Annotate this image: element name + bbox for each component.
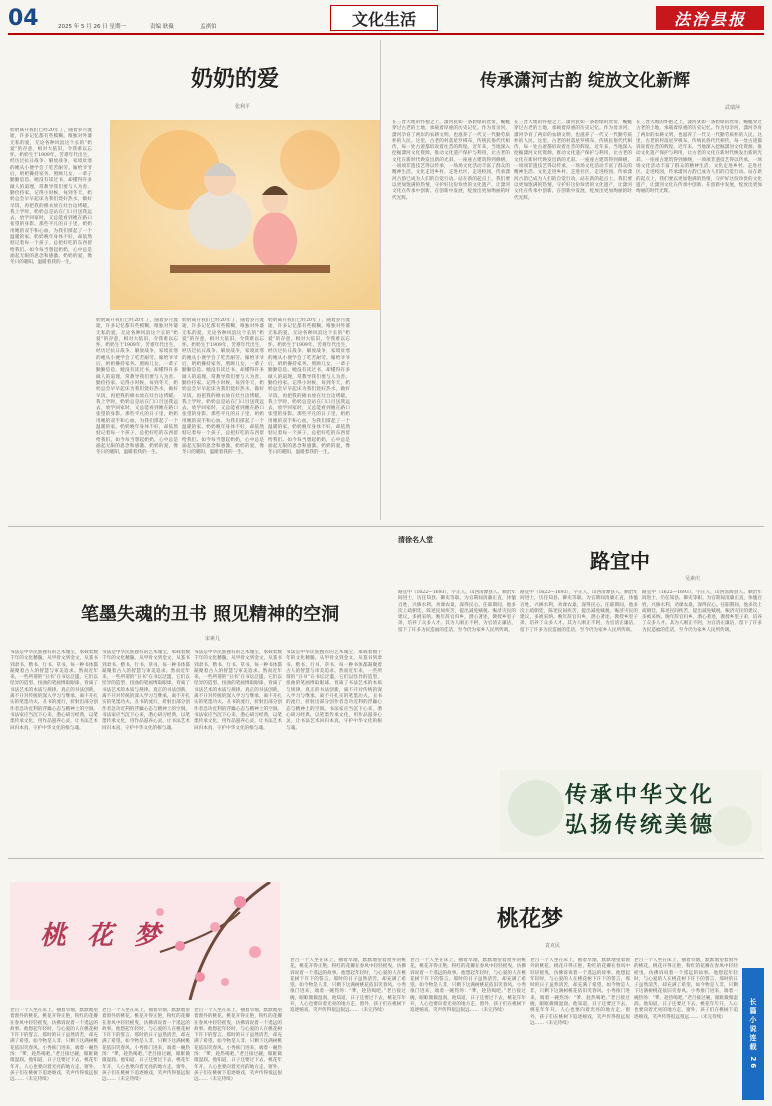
article3-body-col2: 书法是中华民族独有的艺术瑰宝，承载着数千年的文化精髓。从甲骨文到金文，从篆书到隶书、楷书、行书、草书，每一种书体都凝聚着古人的智慧与审美追求。然而近年来，一些所谓的“丑书”在书坛泛滥，它们以怪异的造型、扭曲的笔画博取眼球，背离了书法艺术的本质与规律。真正的书法创新，离不开对传统的深入学习与继承，离不开扎实的笔墨功夫。丑书的流行，折射出部分创作者急功近利的浮躁心态与精神上的空洞。书法家应当沉下心来，潜心研习经典，以笔墨传承文化，用作品滋养心灵，让书法艺术回归本真，守护中华文化的根与魂。 xyxy=(102,650,190,731)
article5-illustration-title: 桃 花 梦 xyxy=(40,921,167,951)
banner-line2: 弘扬传统美德 xyxy=(564,812,715,838)
article4-byline: 吴素庆 xyxy=(684,576,700,582)
article5-body-col4: 老吕一个人坐在床上，抽着旱烟，默默地望着窗外的桃花。桃花开得正艳，粉红的花瓣在春风中轻轻摇曳，仿佛诉说着一个遥远的故事。他想起年轻时，与心爱的人在桃花树下许下的誓言，那时的日子虽然清苦，却充满了希望。如今物是人非，只剩下这满树桃花依旧笑春风。小秀推门进来，端着一碗热汤：“爹，趁热喝吧。”老吕接过碗，眼眶微微湿润。他知道，日子还要过下去，桃花年年开，人心也要向着光亮的地方走。窗外，孩子们在桃树下追逐嬉戏，笑声传得很远很远……（未完待续） xyxy=(290,958,406,1014)
article5-body-col1: 老吕一个人坐在床上，抽着旱烟，默默地望着窗外的桃花。桃花开得正艳，粉红的花瓣在春风中轻轻摇曳，仿佛诉说着一个遥远的故事。他想起年轻时，与心爱的人在桃花树下许下的誓言，那时的日子虽然清苦，却充满了希望。如今物是人非，只剩下这满树桃花依旧笑春风。小秀推门进来，端着一碗热汤：“爹，趁热喝吧。”老吕接过碗，眼眶微微湿润。他知道，日子还要过下去，桃花年年开，人心也要向着光亮的地方走。窗外，孩子们在桃树下追逐嬉戏，笑声传得很远很远……（未完待续） xyxy=(10,1008,98,1083)
article3-body-col1: 书法是中华民族独有的艺术瑰宝，承载着数千年的文化精髓。从甲骨文到金文，从篆书到隶书、楷书、行书、草书，每一种书体都凝聚着古人的智慧与审美追求。然而近年来，一些所谓的“丑书”在书坛泛滥，它们以怪异的造型、扭曲的笔画博取眼球，背离了书法艺术的本质与规律。真正的书法创新，离不开对传统的深入学习与继承，离不开扎实的笔墨功夫。丑书的流行，折射出部分创作者急功近利的浮躁心态与精神上的空洞。书法家应当沉下心来，潜心研习经典，以笔墨传承文化，用作品滋养心灵，让书法艺术回归本真，守护中华文化的根与魂。 xyxy=(10,650,98,731)
article5-body-col3: 老吕一个人坐在床上，抽着旱烟，默默地望着窗外的桃花。桃花开得正艳，粉红的花瓣在春风中轻轻摇曳，仿佛诉说着一个遥远的故事。他想起年轻时，与心爱的人在桃花树下许下的誓言，那时的日子虽然清苦，却充满了希望。如今物是人非，只剩下这满树桃花依旧笑春风。小秀推门进来，端着一碗热汤：“爹，趁热喝吧。”老吕接过碗，眼眶微微湿润。他知道，日子还要过下去，桃花年年开，人心也要向着光亮的地方走。窗外，孩子们在桃树下追逐嬉戏，笑声传得很远很远……（未完待续） xyxy=(194,1008,282,1083)
article5-body-col6: 老吕一个人坐在床上，抽着旱烟，默默地望着窗外的桃花。桃花开得正艳，粉红的花瓣在春风中轻轻摇曳，仿佛诉说着一个遥远的故事。他想起年轻时，与心爱的人在桃花树下许下的誓言，那时的日子虽然清苦，却充满了希望。如今物是人非，只剩下这满树桃花依旧笑春风。小秀推门进来，端着一碗热汤：“爹，趁热喝吧。”老吕接过碗，眼眶微微湿润。他知道，日子还要过下去，桃花年年开，人心也要向着光亮的地方走。窗外，孩子们在桃树下追逐嬉戏，笑声传得很远很远……（未完待续） xyxy=(530,958,630,1026)
article3-body-col4: 书法是中华民族独有的艺术瑰宝，承载着数千年的文化精髓。从甲骨文到金文，从篆书到隶书、楷书、行书、草书，每一种书体都凝聚着古人的智慧与审美追求。然而近年来，一些所谓的“丑书”在书坛泛滥，它们以怪异的造型、扭曲的笔画博取眼球，背离了书法艺术的本质与规律。真正的书法创新，离不开对传统的深入学习与继承，离不开扎实的笔墨功夫。丑书的流行，折射出部分创作者急功近利的浮躁心态与精神上的空洞。书法家应当沉下心来，潜心研习经典，以笔墨传承文化，用作品滋养心灵，让书法艺术回归本真，守护中华文化的根与魂。 xyxy=(286,650,382,731)
issue-date: 2025 年 5 月 26 日 星期一 xyxy=(58,24,126,30)
section-rule xyxy=(8,526,764,527)
editor-credit: 责编 耿薇 xyxy=(150,24,174,30)
section-rule xyxy=(8,858,764,859)
article1-body-col4: 奶奶离开我们已经20年了，随着岁月流逝，许多记忆都有些模糊，唯独对外婆无私的爱，无论各种风浪这个长的“奶爱”的存意，相对大依旧，令我难以忘怀。奶奶生于1909年，苦难年代出生，经历过抗日战争、解放战争，家境贫寒的她从小便学会了吃苦耐劳。嫁给爷爷后，奶奶操持家务、照顾儿女，一辈子勤勤恳恳。她没有读过书，却懂得许多做人的道理，常教导我们要与人为善、勤俭持家。记得小时候，每到冬天，奶奶总会早早起床为我们烧好热水，做好早饭，再把我的棉衣放在灶台边烤暖。我上学时，奶奶总是站在门口目送我远去，放学回家时，又总能看到她在路口张望的身影。那些平凡的日子里，奶奶用她的双手和心血，为我们撑起了一个温暖的家。奶奶晚年身体不好，却依然惦记着每一个孩子，总把好吃的东西留给我们。如今每当想起奶奶，心中总是涌起无限的思念和感激。奶奶的爱，像冬日的暖阳，温暖着我的一生。 xyxy=(268,318,350,456)
serial-novel-badge: 长篇小说连载 26 xyxy=(742,968,764,1100)
article1-byline: 张利平 xyxy=(234,104,250,110)
article1-body-col3: 奶奶离开我们已经20年了，随着岁月流逝，许多记忆都有些模糊，唯独对外婆无私的爱，无论各种风浪这个长的“奶爱”的存意，相对大依旧，令我难以忘怀。奶奶生于1909年，苦难年代出生，经历过抗日战争、解放战争，家境贫寒的她从小便学会了吃苦耐劳。嫁给爷爷后，奶奶操持家务、照顾儿女，一辈子勤勤恳恳。她没有读过书，却懂得许多做人的道理，常教导我们要与人为善、勤俭持家。记得小时候，每到冬天，奶奶总会早早起床为我们烧好热水，做好早饭，再把我的棉衣放在灶台边烤暖。我上学时，奶奶总是站在门口目送我远去，放学回家时，又总能看到她在路口张望的身影。那些平凡的日子里，奶奶用她的双手和心血，为我们撑起了一个温暖的家。奶奶晚年身体不好，却依然惦记着每一个孩子，总把好吃的东西留给我们。如今每当想起奶奶，心中总是涌起无限的思念和感激。奶奶的爱，像冬日的暖阳，温暖着我的一生。 xyxy=(182,318,264,456)
article5-body-col2: 老吕一个人坐在床上，抽着旱烟，默默地望着窗外的桃花。桃花开得正艳，粉红的花瓣在春风中轻轻摇曳，仿佛诉说着一个遥远的故事。他想起年轻时，与心爱的人在桃花树下许下的誓言，那时的日子虽然清苦，却充满了希望。如今物是人非，只剩下这满树桃花依旧笑春风。小秀推门进来，端着一碗热汤：“爹，趁热喝吧。”老吕接过碗，眼眶微微湿润。他知道，日子还要过下去，桃花年年开，人心也要向着光亮的地方走。窗外，孩子们在桃树下追逐嬉戏，笑声传得很远很远……（未完待续） xyxy=(102,1008,190,1083)
article5-body-col7: 老吕一个人坐在床上，抽着旱烟，默默地望着窗外的桃花。桃花开得正艳，粉红的花瓣在春风中轻轻摇曳，仿佛诉说着一个遥远的故事。他想起年轻时，与心爱的人在桃花树下许下的誓言，那时的日子虽然清苦，却充满了希望。如今物是人非，只剩下这满树桃花依旧笑春风。小秀推门进来，端着一碗热汤：“爹，趁热喝吧。”老吕接过碗，眼眶微微湿润。他知道，日子还要过下去，桃花年年开，人心也要向着光亮的地方走。窗外，孩子们在桃树下追逐嬉戏，笑声传得很远很远……（未完待续） xyxy=(634,958,738,1020)
article4-body-col3: 路宜中（1622—1693），字正人，山西清源县人。顺治年间进士，历任知县、御史等职。为官期间清廉正直，体恤百姓，兴修水利，劝课农桑，深得民心。任职期间，他多次上疏朝廷，陈述民间疾苦，提出减免赋税、赈济灾民的建议，多被采纳。晚年辞官归乡，潜心著述，教授乡里子弟，培养了众多人才。其为人刚正不阿，为官清正廉洁，留下了许多为民造福的佳话，至今仍为家乡人民所传颂。 xyxy=(642,590,762,633)
article2-body-col1: 在三晋大地的怀抱之上，潇河犹如一条碧绿的丝带，蜿蜒穿过古老的土地，承载着厚重的历史记忆。作为母亲河，潇河孕育了两岸的农耕文明，也滋养了一代又一代勤劳质朴的人民。这里，古老的村落星罗棋布，传统民俗代代相传，每一处古迹都诉说着往昔的辉煌。近年来，当地深入挖掘潇河文化资源，推动文化遗产保护与利用，让古老的文化在新时代焕发出新的光彩。一座座古建筑得到修缮，一项项非遗技艺得以传承，一场场文化活动丰富了群众的精神生活。文化走进乡村、走进社区、走进校园，传承潇河古韵已成为人们的自觉行动。站在新的起点上，我们要以更加饱满的热情，守护好这份珍贵的文化遗产，让潇河文化在传承中创新、在创新中发展，绽放出更加绚丽的时代光辉。 xyxy=(392,120,510,201)
header-rule xyxy=(8,33,764,35)
page-number: 04 xyxy=(8,6,39,31)
article2-body-col2: 在三晋大地的怀抱之上，潇河犹如一条碧绿的丝带，蜿蜒穿过古老的土地，承载着厚重的历史记忆。作为母亲河，潇河孕育了两岸的农耕文明，也滋养了一代又一代勤劳质朴的人民。这里，古老的村落星罗棋布，传统民俗代代相传，每一处古迹都诉说着往昔的辉煌。近年来，当地深入挖掘潇河文化资源，推动文化遗产保护与利用，让古老的文化在新时代焕发出新的光彩。一座座古建筑得到修缮，一项项非遗技艺得以传承，一场场文化活动丰富了群众的精神生活。文化走进乡村、走进社区、走进校园，传承潇河古韵已成为人们的自觉行动。站在新的起点上，我们要以更加饱满的热情，守护好这份珍贵的文化遗产，让潇河文化在传承中创新、在创新中发展，绽放出更加绚丽的时代光辉。 xyxy=(514,120,632,201)
article3-byline: 宋素儿 xyxy=(204,636,220,642)
banner-line1: 传承中华文化 xyxy=(564,782,715,808)
article4-body-col1: 路宜中（1622—1693），字正人，山西清源县人。顺治年间进士，历任知县、御史等职。为官期间清廉正直，体恤百姓，兴修水利，劝课农桑，深得民心。任职期间，他多次上疏朝廷，陈述民间疾苦，提出减免赋税、赈济灾民的建议，多被采纳。晚年辞官归乡，潜心著述，教授乡里子弟，培养了众多人才。其为人刚正不阿，为官清正廉洁，留下了许多为民造福的佳话，至今仍为家乡人民所传颂。 xyxy=(398,590,516,633)
article2-body-col3: 在三晋大地的怀抱之上，潇河犹如一条碧绿的丝带，蜿蜒穿过古老的土地，承载着厚重的历史记忆。作为母亲河，潇河孕育了两岸的农耕文明，也滋养了一代又一代勤劳质朴的人民。这里，古老的村落星罗棋布，传统民俗代代相传，每一处古迹都诉说着往昔的辉煌。近年来，当地深入挖掘潇河文化资源，推动文化遗产保护与利用，让古老的文化在新时代焕发出新的光彩。一座座古建筑得到修缮，一项项非遗技艺得以传承，一场场文化活动丰富了群众的精神生活。文化走进乡村、走进社区、走进校园，传承潇河古韵已成为人们的自觉行动。站在新的起点上，我们要以更加饱满的热情，守护好这份珍贵的文化遗产，让潇河文化在传承中创新、在创新中发展，绽放出更加绚丽的时代光辉。 xyxy=(636,120,762,195)
article1-title: 奶奶的爱 xyxy=(190,67,279,92)
article1-body-col2: 奶奶离开我们已经20年了，随着岁月流逝，许多记忆都有些模糊，唯独对外婆无私的爱，无论各种风浪这个长的“奶爱”的存意，相对大依旧，令我难以忘怀。奶奶生于1909年，苦难年代出生，经历过抗日战争、解放战争，家境贫寒的她从小便学会了吃苦耐劳。嫁给爷爷后，奶奶操持家务、照顾儿女，一辈子勤勤恳恳。她没有读过书，却懂得许多做人的道理，常教导我们要与人为善、勤俭持家。记得小时候，每到冬天，奶奶总会早早起床为我们烧好热水，做好早饭，再把我的棉衣放在灶台边烤暖。我上学时，奶奶总是站在门口目送我远去，放学回家时，又总能看到她在路口张望的身影。那些平凡的日子里，奶奶用她的双手和心血，为我们撑起了一个温暖的家。奶奶晚年身体不好，却依然惦记着每一个孩子，总把好吃的东西留给我们。如今每当想起奶奶，心中总是涌起无限的思念和感激。奶奶的爱，像冬日的暖阳，温暖着我的一生。 xyxy=(96,318,178,456)
article1-illustration xyxy=(110,40,380,310)
article5-body-col5: 老吕一个人坐在床上，抽着旱烟，默默地望着窗外的桃花。桃花开得正艳，粉红的花瓣在春风中轻轻摇曳，仿佛诉说着一个遥远的故事。他想起年轻时，与心爱的人在桃花树下许下的誓言，那时的日子虽然清苦，却充满了希望。如今物是人非，只剩下这满树桃花依旧笑春风。小秀推门进来，端着一碗热汤：“爹，趁热喝吧。”老吕接过碗，眼眶微微湿润。他知道，日子还要过下去，桃花年年开，人心也要向着光亮的地方走。窗外，孩子们在桃树下追逐嬉戏，笑声传得很远很远……（未完待续） xyxy=(410,958,526,1014)
article5-title: 桃花梦 xyxy=(496,907,563,932)
column-divider xyxy=(380,40,381,520)
article5-byline: 袁克民 xyxy=(544,943,560,949)
article2-title: 传承潇河古韵 绽放文化新辉 xyxy=(480,71,690,91)
article2-byline: 武瑞萍 xyxy=(724,105,740,111)
article4-tag: 清徐名人堂 xyxy=(398,536,433,544)
proofreader-credit: 孟祺伯 xyxy=(200,24,217,30)
article4-body-col2: 路宜中（1622—1693），字正人，山西清源县人。顺治年间进士，历任知县、御史等职。为官期间清廉正直，体恤百姓，兴修水利，劝课农桑，深得民心。任职期间，他多次上疏朝廷，陈述民间疾苦，提出减免赋税、赈济灾民的建议，多被采纳。晚年辞官归乡，潜心著述，教授乡里子弟，培养了众多人才。其为人刚正不阿，为官清正廉洁，留下了许多为民造福的佳话，至今仍为家乡人民所传颂。 xyxy=(520,590,638,633)
section-title: 文化生活 xyxy=(330,5,438,31)
article1-body-col1: 奶奶离开我们已经20年了，随着岁月流逝，许多记忆都有些模糊，唯独对外婆无私的爱，无论各种风浪这个长的“奶爱”的存意，相对大依旧，令我难以忘怀。奶奶生于1909年，苦难年代出生，经历过抗日战争、解放战争，家境贫寒的她从小便学会了吃苦耐劳。嫁给爷爷后，奶奶操持家务、照顾儿女，一辈子勤勤恳恳。她没有读过书，却懂得许多做人的道理，常教导我们要与人为善、勤俭持家。记得小时候，每到冬天，奶奶总会早早起床为我们烧好热水，做好早饭，再把我的棉衣放在灶台边烤暖。我上学时，奶奶总是站在门口目送我远去，放学回家时，又总能看到她在路口张望的身影。那些平凡的日子里，奶奶用她的双手和心血，为我们撑起了一个温暖的家。奶奶晚年身体不好，却依然惦记着每一个孩子，总把好吃的东西留给我们。如今每当想起奶奶，心中总是涌起无限的思念和感激。奶奶的爱，像冬日的暖阳，温暖着我的一生。 xyxy=(10,128,92,266)
article3-body-col3: 书法是中华民族独有的艺术瑰宝，承载着数千年的文化精髓。从甲骨文到金文，从篆书到隶书、楷书、行书、草书，每一种书体都凝聚着古人的智慧与审美追求。然而近年来，一些所谓的“丑书”在书坛泛滥，它们以怪异的造型、扭曲的笔画博取眼球，背离了书法艺术的本质与规律。真正的书法创新，离不开对传统的深入学习与继承，离不开扎实的笔墨功夫。丑书的流行，折射出部分创作者急功近利的浮躁心态与精神上的空洞。书法家应当沉下心来，潜心研习经典，以笔墨传承文化，用作品滋养心灵，让书法艺术回归本真，守护中华文化的根与魂。 xyxy=(194,650,282,731)
article3-title: 笔墨失魂的丑书 照见精神的空洞 xyxy=(80,604,340,625)
article4-title: 路宜中 xyxy=(590,549,650,573)
masthead-logo: 法治县报 xyxy=(656,6,764,30)
